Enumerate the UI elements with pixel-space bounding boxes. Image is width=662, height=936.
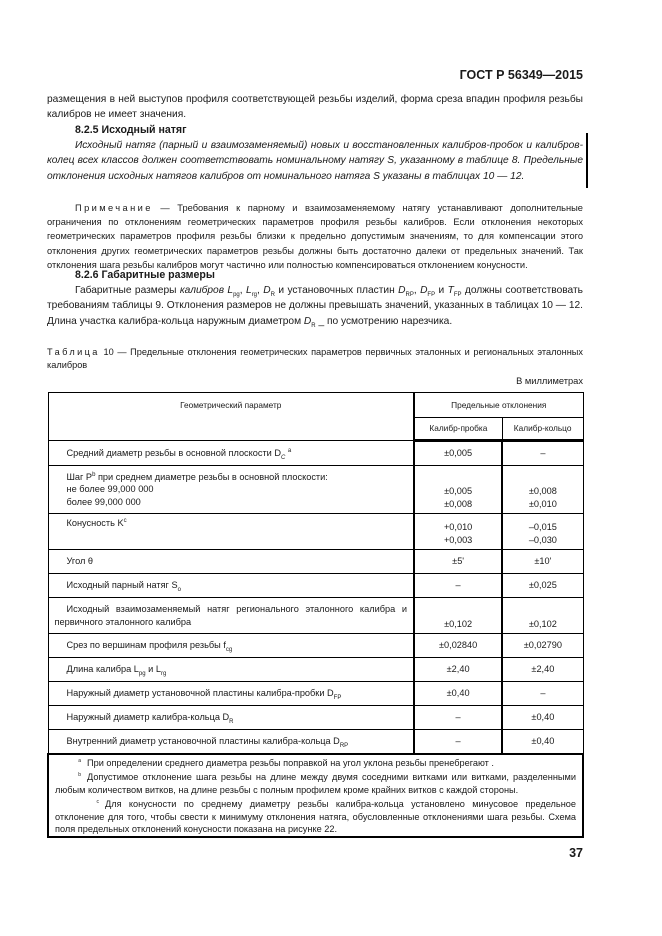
document-code: ГОСТ Р 56349—2015 [459,68,583,82]
text-run: и установочных пластин [274,285,399,297]
note-label: Примечание [75,203,153,213]
plug-cell: ±0,40 [414,682,502,706]
param-cell: Исходный парный натяг $S_o$ [48,574,414,598]
footnote-a: a При определении среднего диаметра резьбы поправкой на угол уклона резьбы пренебрегают . [78,757,494,768]
param-cell: Средний диаметр резьбы в основной плоскости $D_C$ $^a$ [48,441,414,466]
plug-cell: ±5' [414,550,502,574]
change-bar [586,133,588,188]
ring-cell: ±0,025 [502,574,583,598]
text-run: калибров [179,285,225,297]
ring-cell: ±0,02790 [502,634,583,658]
footnotes-cell [48,754,583,837]
subscript: pg [233,292,240,299]
ring-cell: ±0,008 ±0,010 [502,466,583,514]
text-run: Габаритные размеры [75,285,180,297]
param-cell: Наружный диаметр установочной пластины калибра-пробки $D_{FP}$ [48,682,414,706]
ring-cell: –0,015 –0,030 [502,514,583,550]
ring-cell: – [502,682,583,706]
plug-cell: ±0,005 [414,441,502,466]
table-row [48,574,583,598]
page-number: 37 [569,846,583,860]
footnotes-row [48,754,583,837]
subscript: RP [405,292,414,299]
plug-cell: – [414,574,502,598]
subscript: R [270,292,275,299]
symbol: D [398,285,406,297]
ring-cell: ±0,102 [502,598,583,634]
header-limits: Предельные отклонения [414,393,583,418]
table-row [48,730,583,754]
table-10 [47,392,584,838]
footnote-c: c Для конусности по среднему диаметру резьбы калибра-кольца установлено минусовое предельное отклонение для того, чтобы свести к минимуму отклонения натяга, обусловленные отклонениями шага резьбы. Схема поля предельных отклонений конусности показана на рисунке 22. [55,799,576,835]
ring-cell: ±2,40 [502,658,583,682]
table-row [48,466,583,514]
param-cell: Длина калибра $L_{pg}$ и $L_{rg}$ [48,658,414,682]
note-text: — Требования к парному и взаимозаменяемому натягу устанавливают дополнительные ограничения по отклонениям геометрических параметров профиля резьбы калибров. Если отклонения некоторых геометрических параметров профиля резьбы близки к предельно допустимым значениям, то для компенсации этого отклонения других геометрических параметров резьбы должны быть достаточно далеки от предельных значений. Так отклонения шага резьбы калибров могут частично или полностью компенсироваться отклонением конусности. [47,203,583,270]
table-row [48,682,583,706]
param-cell: Внутренний диаметр установочной пластины калибра-кольца $D_{RP}$ [48,730,414,754]
symbol: L [227,285,234,297]
intro-paragraph: размещения в ней выступов профиля соответствующей резьбы изделий, форма среза впадин профиля резьбы калибров не имеет значения. [47,94,583,121]
symbol: T [447,285,454,297]
text-run: по усмотрению нарезчика. [324,315,453,327]
subscript: rg [251,292,258,299]
plug-cell: ±0,005 ±0,008 [414,466,502,514]
param-cell: Срез по вершинам профиля резьбы $f_{cg}$ [48,634,414,658]
ring-cell: – [502,441,583,466]
table-row [48,706,583,730]
table-row [48,550,583,574]
subscript: R [311,322,316,329]
plug-cell: ±0,02840 [414,634,502,658]
param-cell: Наружный диаметр калибра-кольца $D_R$ [48,706,414,730]
footnote-b: b Допустимое отклонение шага резьбы на длине между двумя соседними витками или витками, разделенными любым количеством витков, на длине резьбы с полным профилем кроме крайних витков с каждой стороны. [55,772,576,795]
header-param: Геометрический параметр [48,393,414,441]
table-row [48,441,583,466]
subscript: FP [427,292,436,299]
header-ring: Калибр-кольцо [502,418,583,441]
section-body: Исходный натяг (парный и взаимозаменяемый) новых и восстановленных калибров-пробок и калибров-колец всех классов должен соответствовать номинальному натягу S, указанному в таблице 8. Предельные отклонения исходных натягов калибров от номинального натяга S указаны в таблицах 10 — 12. [47,140,583,182]
table-row [48,658,583,682]
param-cell: Шаг $P^b$ при среднем диаметре резьбы в основной плоскости: не более 99,000 000 более 99,000 000 [48,466,414,514]
table-units: В миллиметрах [516,376,583,386]
table-caption-label: Таблица [47,347,100,357]
ring-cell: ±0,40 [502,706,583,730]
ring-cell: ±0,40 [502,730,583,754]
symbol: D [303,315,312,327]
table-row [48,598,583,634]
header-plug: Калибр-пробка [414,418,502,441]
param-cell: Исходный взаимозаменяемый натяг регионального эталонного калибра и первичного эталонного калибра [48,598,414,634]
table-caption-text: 10 — Предельные отклонения геометрических параметров первичных эталонных и региональных эталонных калибров [47,347,583,370]
section-8-2-5 [47,123,583,184]
table-caption [47,346,583,372]
plug-cell: ±2,40 [414,658,502,682]
section-8-2-6: 8.2.6 Габаритные размеры Габаритные размеры калибров $L_{pg}$, $L_{rg}$, $D_R$ и установочных пластин $D_{RP}$, $D_{FP}$ и $T_{FP}$ должны соответствовать требованиям таблицы 9. Отклонения размеров не должны превышать значений, указанных в таблицах 10 — 12. Длина участка калибра-кольца наружным диаметром $D_R$ _ по усмотрению нарезчика. [47,269,583,329]
symbol: L [246,285,252,297]
plug-cell: +0,010 +0,003 [414,514,502,550]
table-row [48,634,583,658]
param-cell: Угол θ [48,550,414,574]
plug-cell: – [414,706,502,730]
plug-cell: – [414,730,502,754]
symbol: D [420,285,428,297]
note-paragraph [47,201,583,272]
symbol: D [263,285,271,297]
param-cell: Конусность $K^c$ [48,514,414,550]
ring-cell: ±10' [502,550,583,574]
text-run: должны соответствовать требованиям таблицы 9. Отклонения размеров не должны превышать значений, указанных в таблицах 10 — 12. Длина участка калибра-кольца наружным диаметром [47,285,583,327]
table-row [48,514,583,550]
subscript: FP [453,292,462,299]
section-heading: 8.2.5 Исходный натяг [75,124,187,136]
section-heading: 8.2.6 Габаритные размеры [75,269,215,281]
plug-cell: ±0,102 [414,598,502,634]
